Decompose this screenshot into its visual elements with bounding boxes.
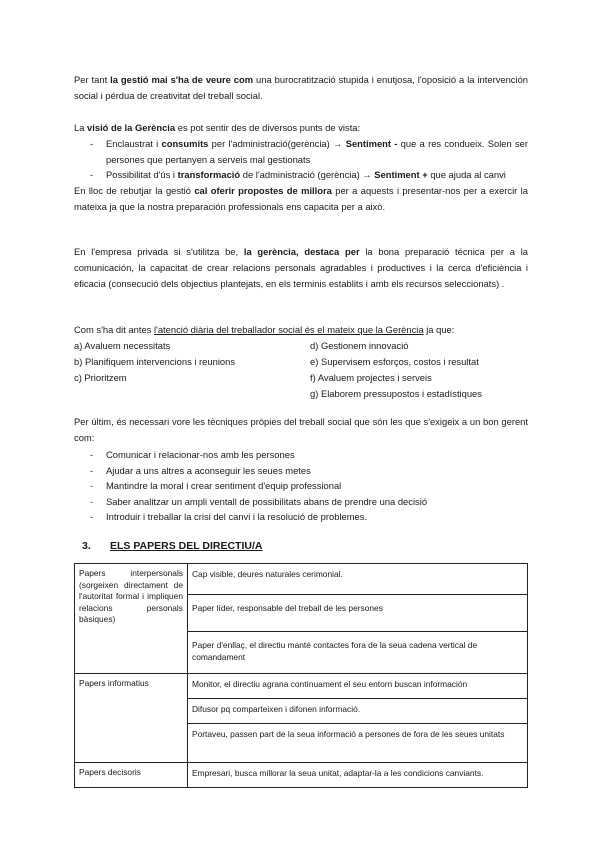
paragraph-tecniques: Per últim, és necessari vore les tècniques pròpies del treball social que són les que s'exigeix a un bon gerent com: [74,416,528,443]
list-item: c) Prioritzem [74,372,127,383]
list-item: - Introduir i treballar la crisi del canvi i la resolució de problemes. [74,509,528,525]
table-cell-description: Cap visible, deures naturales cerimonial. [188,564,528,595]
list-item: d) Gestionem innovació [310,340,409,351]
section-heading [74,540,528,552]
table-row [75,674,528,699]
tasks-right-column [292,338,528,402]
skills-list [74,447,528,525]
section-title: ELS PAPERS DEL DIRECTIU/A [110,540,263,552]
section-vision: La visió de la Gerència es pot sentir des de diversos punts de vista: - Enclaustrat i consumits per l'administració(gerència) → Sentiment - que a res condueix. Solen ser persones que pertanyen a serveis mal gestionats - Possibilitat d'ús i transformació de l'administració (gerència) → Sentiment + que ajuda al canvi En lloc de rebutjar la gestió cal oferir propostes de millora per a aquests i presentar-nos per a exercir la mateixa ja que la nostra preparación professionals ens capacita per a això. [74,120,528,215]
table-cell-description: Empresari, busca millorar la seua unitat, adaptar-la a les condicions canviants. [188,763,528,788]
list-item: - Enclaustrat i consumits per l'administració(gerència) → Sentiment - que a res condueix. Solen ser persones que pertanyen a serveis mal gestionats [74,136,528,167]
list-item: g) Elaborem pressupostos i estadístiques [310,388,482,399]
list-item: - Saber analitzar un ampli ventall de possibilitats abans de prendre una decisió [74,494,528,510]
list-item: - Ajudar a uns altres a aconseguir les seues metes [74,463,528,479]
table-row [75,763,528,788]
section-atencio: Com s'ha dit antes l'atenció diària del treballador social és el mateix que la Gerència ja que: a) Avaluem necessitats b) Planifiquem intervencions i reunions c) Prioritzem d) Gestionem innovació e) Supervisem esforços, costos i resultat f) Avaluem projectes i serveis g) Elaborem pressupostos i estadístiques [74,322,528,402]
table-cell-description: Paper d'enllaç, el directiu manté contactes fora de la seua cadena vertical de comandament [188,632,528,674]
table-cell-role: Papers decisoris [75,763,188,788]
roles-table-wrapper [74,563,528,788]
table-cell-role: Papers interpersonals (sorgeixen directament de l'autoritat formal i impliquen relacions personals bàsiques) [75,564,188,674]
list-item: f) Avaluem projectes i serveis [310,372,432,383]
list-item: b) Planifiquem intervencions i reunions [74,356,236,367]
list-item: e) Supervisem esforços, costos i resultat [310,356,479,367]
section-tecniques [74,414,528,525]
section-number: 3. [82,540,91,552]
table-cell-description: Paper líder, responsable del treball de les persones [188,595,528,632]
paragraph-gestio: Per tant la gestió mai s'ha de veure com una burocratització stupida i enutjosa, l'oposició a la intervención social i pérdua de creativitat del treball social. [74,74,529,101]
table-row [75,564,528,595]
paragraph-empresa-privada: En l'empresa privada si s'utilitza be, la gerència, destaca per la bona preparació técnica per a la comunicación, la capacitat de crear relacions personals agradables i productives i la cerca d'eficiència i eficacia (consecució dels objectius plantejats, en els terminis establits i amb els recursos seleccionats) . [74,246,528,289]
list-item: - Possibilitat d'ús i transformació de l'administració (gerència) → Sentiment + que ajuda al canvi [74,167,528,183]
list-item: - Comunicar i relacionar-nos amb les persones [74,447,528,463]
table-cell-description: Difusor pq comparteixen i difonen informació. [188,699,528,724]
list-item: - Mantindre la moral i crear sentiment d'equip professional [74,478,528,494]
tasks-columns [74,338,528,402]
vision-list [74,136,528,183]
table-cell-description: Portaveu, passen part de la seua informació a persones de fora de les seues unitats [188,724,528,763]
table-cell-role: Papers informatius [75,674,188,763]
list-item: a) Avaluem necessitats [74,340,171,351]
tasks-left-column [74,338,292,402]
roles-table [74,563,528,788]
table-cell-description: Monitor, el directiu agrana contínuament el seu entorn buscan información [188,674,528,699]
